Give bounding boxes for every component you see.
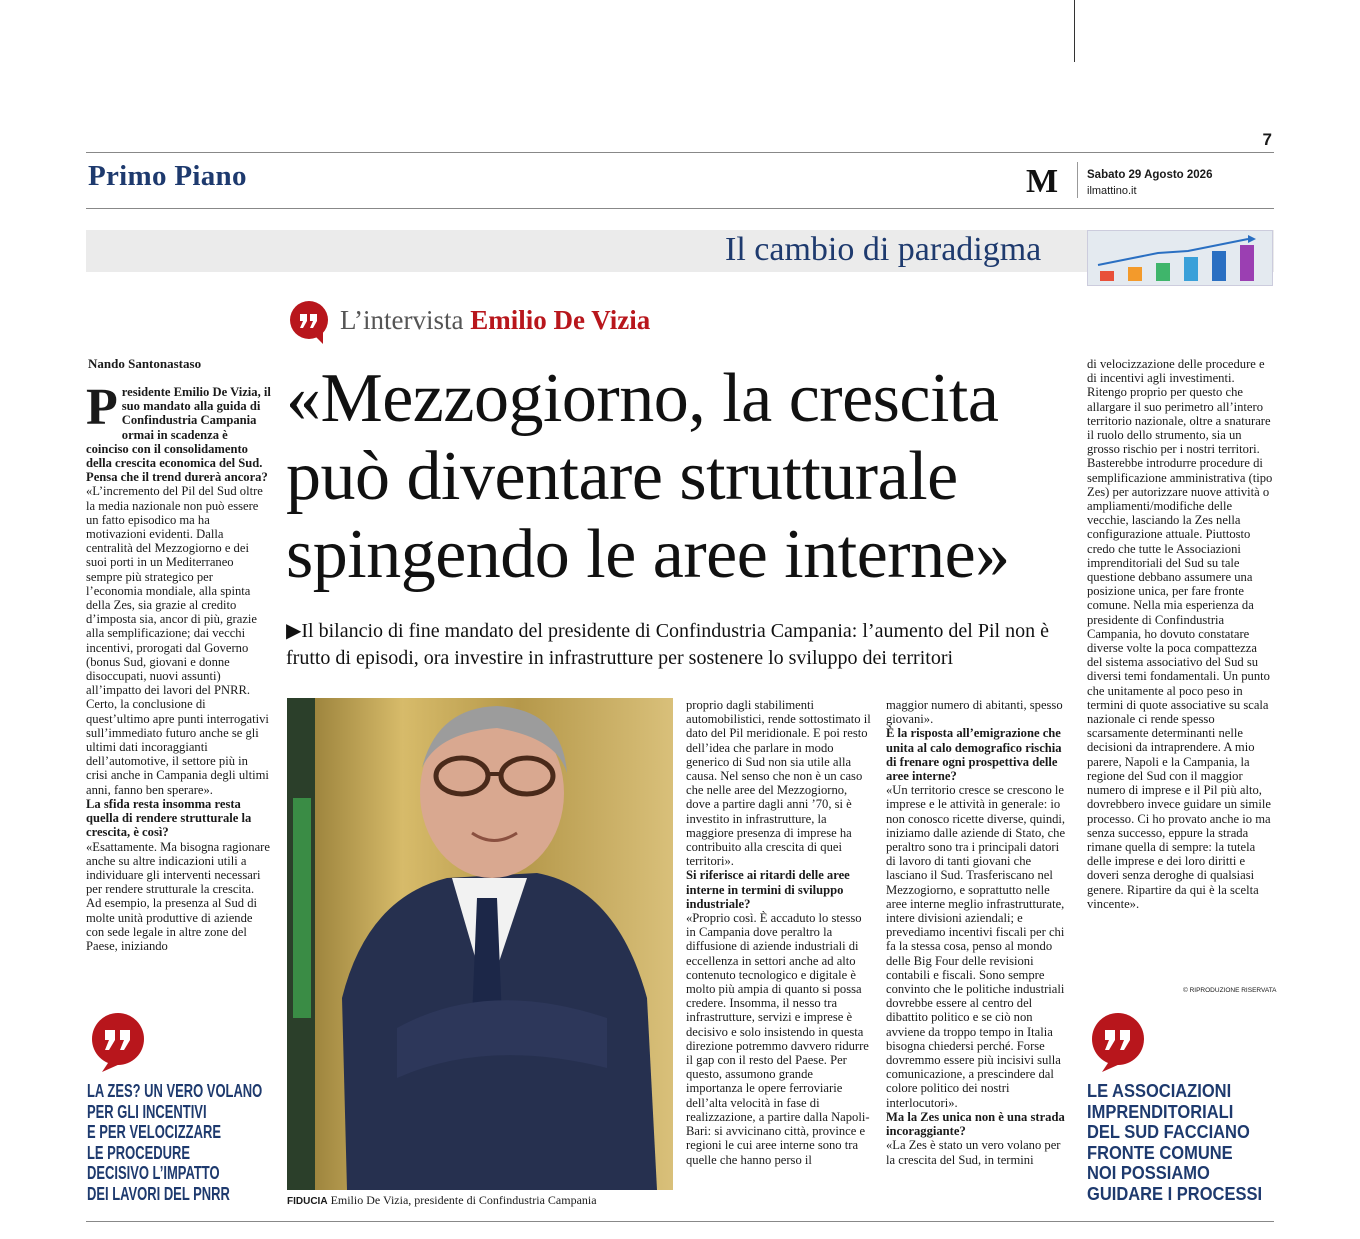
quote-icon [1088, 1012, 1148, 1072]
text-column-3 [886, 698, 1072, 1167]
question-paragraph: La sfida resta insomma resta quella di rendere strutturale la crescita, è così? [86, 796, 252, 840]
copyright-note: © RIPRODUZIONE RISERVATA [1183, 987, 1277, 994]
byline: Nando Santonastaso [88, 356, 202, 371]
photo-caption [287, 1193, 597, 1208]
pull-quote-left [87, 1081, 262, 1205]
page-number: 7 [1262, 130, 1272, 149]
answer-paragraph: «La Zes è stato un vero volano per la crescita del Sud, in termini [886, 1138, 1061, 1167]
answer-paragraph: «Esattamente. Ma bisogna ragionare anche su altre indicazioni utili a individuare gli interventi necessari per rendere strutturale la crescita. Ad esempio, la presenza al Sud di molte unità produttive di aziende con sede legale in altre zone del Paese, iniziando [86, 839, 270, 953]
pull-quote-line: GUIDARE I PROCESSI [1087, 1183, 1263, 1204]
article-summary: ▶Il bilancio di fine mandato del presidente di Confindustria Campania: l’aumento del Pil non è frutto di episodi, ora investire in infrastrutture per sostenere lo sviluppo dei territori [286, 620, 1049, 669]
pull-quote-line: LE ASSOCIAZIONI [1087, 1081, 1232, 1101]
section-title[interactable]: Primo Piano [88, 160, 247, 192]
header-rule-top [86, 152, 1274, 153]
header-divider [1077, 162, 1078, 198]
pull-quote-line: IMPRENDITORIALI [1087, 1101, 1234, 1122]
text-column-4 [1087, 357, 1273, 911]
question-paragraph: È la risposta all’emigrazione che unita al calo demografico rischia di frenare ogni prospettiva delle aree interne? [886, 726, 1062, 784]
growth-chart-icon [1087, 230, 1273, 286]
pull-quote-right [1087, 1081, 1262, 1205]
answer-paragraph: di velocizzazione delle procedure e di incentivi agli investimenti. Ritengo proprio per questo che allargare il suo perimetro all’intero territorio nazionale, oltre a snaturare il ruolo dello strumento, sia un grosso rischio per i nostri territori. Basterebbe introdurre procedure di semplificazione amministrativa (tipo Zes) per autorizzare nuove attività o ampliamenti/modifiche delle vecchie, lasciando la Zes nella configurazione attuale. Piuttosto credo che tutte le Associazioni imprenditoriali del Sud su tale questione debbano assumere una posizione unica, per fare fronte comune. Nella mia esperienza da presidente di Confindustria Campania, ho dovuto constatare diverse volte la poca compattezza del sistema associativo del Sud su diversi temi fondamentali. Un punto che unitamente al poco peso in termini di quote associative su scala nazionale ci rende spesso scarsamente determinanti nelle decisioni da intraprendere. A mio parere, Napoli e la Campania, la regione del Sud con il maggior numero di imprese e il Pil più alto, dovrebbero invece guidare un simile processo. Ci ho provato anche io ma senza successo, eppure la strada rimane quella di sempre: la tutela delle imprese e dei loro diritti e doveri senza deroghe di qualsiasi genere. Ripartire da qui è la scelta vincente». [1087, 357, 1273, 911]
site-url[interactable]: ilmattino.it [1087, 185, 1137, 197]
pull-quote-line: LE PROCEDURE [87, 1142, 190, 1163]
issue-date: Sabato 29 Agosto 2026 [1087, 169, 1213, 181]
drop-cap: P [86, 379, 118, 436]
pull-quote-line: DEL SUD FACCIANO [1087, 1122, 1250, 1143]
header-rule-bottom [86, 208, 1274, 209]
answer-paragraph: «Proprio così. È accaduto lo stesso in Campania dove peraltro la diffusione di aziende industriali di eccellenza in settori anche ad alto contenuto tecnologico e digitale è molto più ampia di quanto si possa credere. Insomma, il nesso tra infrastrutture, servizi e imprese è decisivo e solo insistendo in questa direzione potremmo davvero ridurre il gap con il resto del Paese. Per questo, assumono grande importanza le opere ferroviarie dell’alta velocità in fase di realizzazione, a partire dalla Napoli-Bari: si avvicinano città, province e regioni le cui aree interne sono tra quelle che hanno perso il [686, 911, 870, 1167]
kicker-name: Emilio De Vizia [470, 305, 651, 335]
answer-paragraph: proprio dagli stabilimenti automobilistici, rende sottostimato il dato del Pil meridionale. E poi resto dell’idea che parlare in modo generico di Sud non sia utile alla causa. Nel senso che non è un caso che nelle aree del Mezzogiorno, dove a partire dagli anni ’70, si è investito in infrastrutture, la maggiore presenza di imprese ha contribuito alla crescita di quei territori». [686, 698, 871, 869]
headline-line: spingendo le aree interne» [286, 516, 1010, 593]
answer-paragraph: «L’incremento del Pil del Sud oltre la media nazionale non può essere un fatto episodico ma ha motivazioni evidenti. Dalla centralità del Mezzogiorno e dei suoi porti in un Mediterraneo sempre più strategico per l’economia mondiale, alla spinta della Zes, sia grazie al credito d’imposta sia, ancor di più, grazie alla semplificazione; dai vecchi incentivi, prorogati dal Governo (bonus Sud, giovani e donne disoccupati, nuovi assunti) all’impatto dei lavori del PNRR. Certo, la conclusione di quest’ultimo apre punti interrogativi sull’immediato futuro anche se gli ultimi dati incoraggianti dell’automotive, il settore più in crisi anche in Campania degli ultimi anni, fanno ben sperare». [86, 484, 269, 797]
question-paragraph: residente Emilio De Vizia, il suo mandato alla guida di Confindustria Campania ormai in scadenza è coinciso con il consolidamento della crescita economica del Sud. Pensa che il trend durerà ancora? [86, 385, 271, 485]
pull-quote-line: E PER VELOCIZZARE [87, 1122, 221, 1143]
footer-rule [86, 1221, 1274, 1222]
pull-quote-line: PER GLI INCENTIVI [87, 1101, 207, 1122]
headline [286, 360, 1076, 594]
pull-quote-line: LA ZES? UN VERO VOLANO [87, 1081, 263, 1101]
headline-line: «Mezzogiorno, la crescita [286, 360, 999, 437]
pull-quote-line: FRONTE COMUNE [1087, 1142, 1233, 1163]
newspaper-logo[interactable]: M [1026, 163, 1057, 200]
pull-quote-line: NOI POSSIAMO [1087, 1163, 1210, 1184]
interview-bubble-icon [287, 300, 331, 344]
answer-paragraph: «Un territorio cresce se crescono le imprese e le attività in generale: io non conosco ricette diverse, quindi, iniziamo dalle aziende di Stato, che peraltro sono tra i principali datori di lavoro di tanti giovani che lasciano il Sud. Trasferiscano nel Mezzogiorno, e soprattutto nelle aree interne meglio infrastrutturate, intere divisioni aziendali; e prevediamo incentivi fiscali per chi fa la stessa cosa, penso al mondo delle Big Four delle revisioni contabili e fiscali. Sono sempre convinto che le politiche industriali dovrebbe essere al centro del dibattito politico e se ciò non avviene da troppo tempo in Italia bisogna chiedersi perché. Forse dovremmo essere più incisivi sulla comunicazione, a prescindere dal colore politico dei nostri interlocutori». [886, 783, 1066, 1110]
text-column-2 [686, 698, 872, 1167]
question-paragraph: Ma la Zes unica non è una strada incoraggiante? [886, 1109, 1065, 1139]
headline-line: può diventare strutturale [286, 438, 958, 515]
pull-quote-line: DEI LAVORI DEL PNRR [87, 1183, 230, 1204]
topic-title: Il cambio di paradigma [725, 231, 1042, 268]
caption-label: FIDUCIA [287, 1196, 328, 1207]
top-rule [1074, 0, 1075, 62]
quote-icon [88, 1012, 148, 1072]
interview-kicker [340, 305, 650, 336]
portrait-photo[interactable] [287, 698, 673, 1190]
answer-paragraph: maggior numero di abitanti, spesso giovani». [886, 698, 1063, 727]
text-column-1 [86, 379, 272, 953]
caption-text: Emilio De Vizia, presidente di Confindustria Campania [330, 1193, 597, 1207]
question-paragraph: Si riferisce ai ritardi delle aree interne in termini di sviluppo industriale? [686, 868, 850, 911]
pull-quote-line: DECISIVO L’IMPATTO [87, 1163, 220, 1184]
kicker-label: L’intervista [340, 305, 464, 335]
